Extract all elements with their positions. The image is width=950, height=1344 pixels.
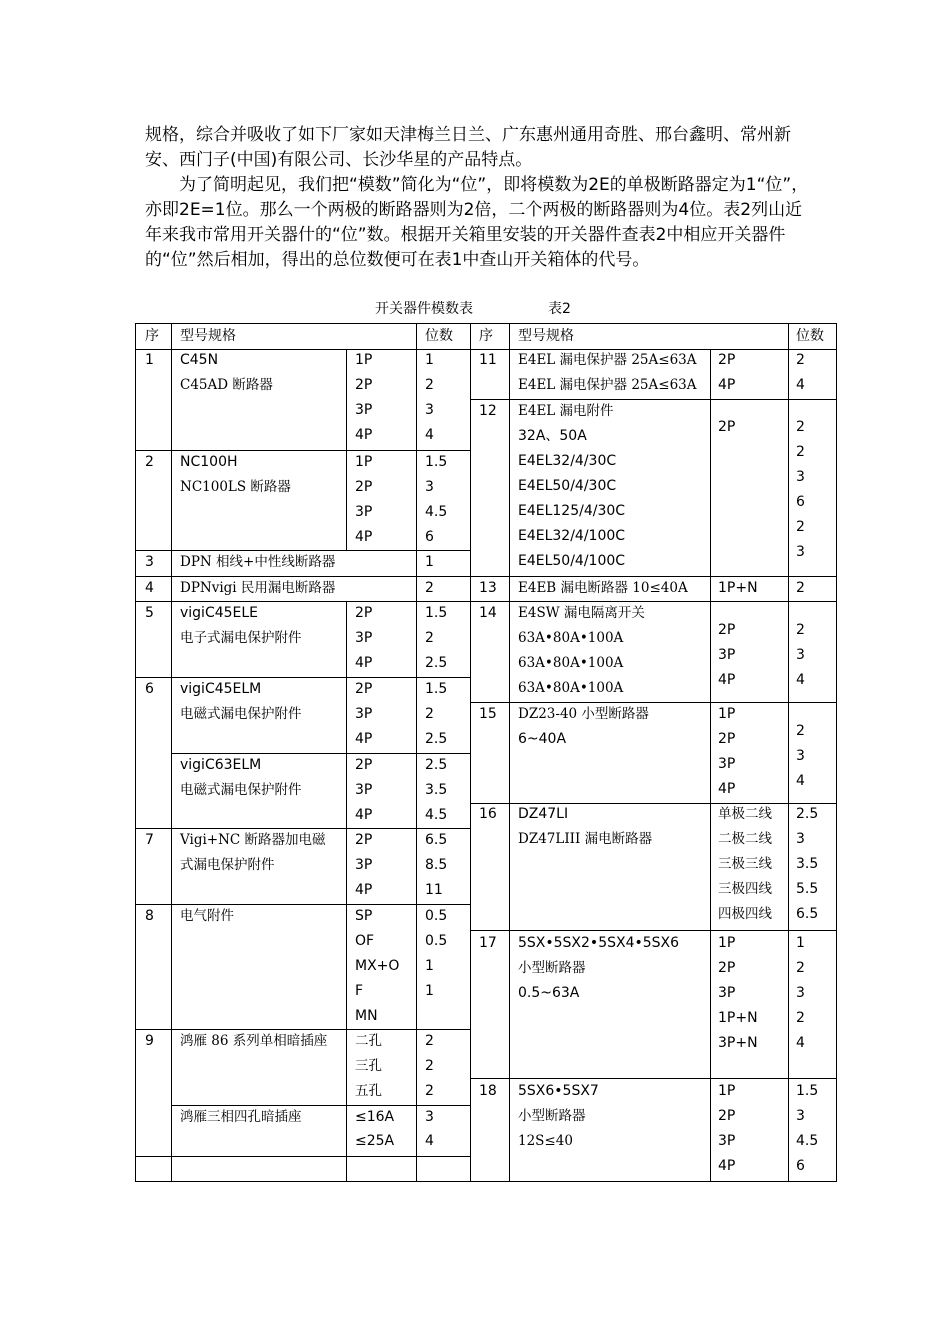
table-cell: 4P	[355, 529, 373, 545]
table-cell: 3	[796, 985, 805, 1001]
table-cell: 1	[425, 983, 434, 999]
table-cell: 2	[425, 706, 434, 722]
table-cell: vigiC45ELE	[180, 605, 259, 621]
table-cell: 2	[796, 622, 805, 638]
table-rule-h	[470, 1078, 837, 1079]
table-rule-h	[135, 349, 837, 350]
table-cell: 3P	[355, 706, 373, 722]
table-cell: 8.5	[425, 857, 448, 873]
table-cell: 9	[145, 1033, 154, 1049]
table-cell: 4.5	[425, 504, 448, 520]
table-cell: 二极二线	[718, 831, 772, 847]
table-cell: 2	[425, 580, 434, 596]
table-cell: 3	[796, 469, 805, 485]
table-cell: 1P	[718, 935, 736, 951]
table-cell: 2	[796, 580, 805, 596]
table-cell: 3	[796, 1108, 805, 1124]
table-rule-h	[470, 601, 837, 602]
table-cell: 电子式漏电保护附件	[180, 630, 302, 646]
table-cell: ≤25A	[355, 1133, 395, 1149]
table-cell: 2P	[718, 1108, 736, 1124]
table-cell: 0.5~63A	[518, 985, 580, 1001]
table-cell: 12S≤40	[518, 1133, 573, 1149]
table-cell: 1P	[718, 706, 736, 722]
table-cell: 2P	[355, 757, 373, 773]
table-cell: 13	[479, 580, 497, 596]
table-cell: 14	[479, 605, 497, 621]
table-cell: 4	[425, 427, 434, 443]
header-seq-left: 序	[145, 328, 159, 344]
table-cell: 2.5	[425, 757, 448, 773]
table-cell: 2	[425, 1058, 434, 1074]
table-cell: 3	[425, 1109, 434, 1125]
table-cell: 3P	[718, 985, 736, 1001]
table-cell: 3P	[355, 504, 373, 520]
table-cell: 4P	[718, 672, 736, 688]
table-cell: 2P	[355, 377, 373, 393]
table-cell: 11	[425, 882, 443, 898]
table-cell: F	[355, 983, 364, 999]
table-cell: 2P	[718, 622, 736, 638]
table-cell: 4P	[355, 731, 373, 747]
table-rule-h	[135, 677, 471, 678]
table-cell: 0.5	[425, 908, 448, 924]
body-paragraph-2: 为了简明起见，我们把“模数”简化为“位”，即将模数为2E的单极断路器定为1“位”，亦即2E=1位。那么一个两极的断路器则为2倍，二个两极的断路器则为4位。表2列山近年来我市常用开关器什的“位”数。根据开关箱里安装的开关器件查表2中相应开关器件的“位”然后相加，得出的总位数便可在表1中查山开关箱体的代号。	[145, 175, 809, 270]
table-cell: 16	[479, 806, 497, 822]
table-cell: E4EL 漏电保护器 25A≤63A	[518, 352, 697, 368]
table-cell: 三孔	[355, 1058, 382, 1074]
table-cell: 6~40A	[518, 731, 567, 747]
table-cell: 鸿雁 86 系列单相暗插座	[180, 1033, 328, 1049]
table-cell: 15	[479, 706, 497, 722]
table-cell: 1P	[355, 454, 373, 470]
table-rule-h	[135, 576, 471, 577]
table-cell: 1	[425, 352, 434, 368]
table-rule-h	[470, 576, 837, 577]
table-cell: 1.5	[425, 605, 448, 621]
table-cell: 63A•80A•100A	[518, 630, 624, 646]
table-rule-h	[135, 550, 471, 551]
table-rule-v	[836, 323, 837, 1182]
table-rule-h	[470, 702, 837, 703]
table-cell: 三极四线	[718, 881, 772, 897]
table-cell: ≤16A	[355, 1109, 395, 1125]
table-cell: E4SW 漏电隔离开关	[518, 605, 645, 621]
table-cell: 小型断路器	[518, 1108, 586, 1124]
table-cell: 3P	[355, 857, 373, 873]
table-cell: DZ23-40 小型断路器	[518, 706, 649, 722]
table-cell: vigiC63ELM	[180, 757, 262, 773]
table-cell: 4P	[718, 377, 736, 393]
table-rule-h	[470, 803, 837, 804]
table-cell: 四极四线	[718, 906, 772, 922]
table-rule-v	[710, 601, 711, 1182]
table-cell: 32A、50A	[518, 428, 587, 444]
table-cell: 17	[479, 935, 497, 951]
table-cell: 6.5	[796, 906, 819, 922]
table-cell: E4EB 漏电断路器 10≤40A	[518, 580, 688, 596]
table-cell: 2P	[718, 419, 736, 435]
header-modules-left: 位数	[425, 328, 453, 344]
table-cell: 2P	[718, 960, 736, 976]
table-cell: 二孔	[355, 1033, 382, 1049]
table-cell: 2	[425, 630, 434, 646]
table-cell: 4	[796, 773, 805, 789]
table-rule-v	[710, 349, 711, 602]
table-caption-title: 开关器件模数表	[375, 301, 473, 317]
table-cell: 1.5	[796, 1083, 819, 1099]
table-cell: Vigi+NC 断路器加电磁	[180, 832, 326, 848]
table-cell: 2	[796, 419, 805, 435]
table-cell: 12	[479, 403, 497, 419]
table-cell: 1	[425, 554, 434, 570]
table-cell: 3.5	[425, 782, 448, 798]
table-rule-v	[346, 601, 347, 1182]
table-cell: 4	[145, 580, 154, 596]
table-rule-v	[135, 323, 136, 1182]
table-cell: 4	[796, 377, 805, 393]
table-cell: 3P+N	[718, 1035, 758, 1051]
table-cell: 4P	[718, 781, 736, 797]
table-cell: 1P	[718, 1083, 736, 1099]
table-cell: NC100H	[180, 454, 238, 470]
table-cell: 3.5	[796, 856, 819, 872]
table-cell: 电磁式漏电保护附件	[180, 706, 302, 722]
table-cell: 4	[796, 672, 805, 688]
table-cell: 式漏电保护附件	[180, 857, 275, 873]
table-cell: 1	[796, 935, 805, 951]
table-cell: 2P	[355, 605, 373, 621]
table-cell: C45AD 断路器	[180, 377, 273, 393]
table-cell: E4EL125/4/30C	[518, 503, 626, 519]
table-cell: 2P	[718, 731, 736, 747]
table-cell: DZ47LI	[518, 806, 569, 822]
table-rule-h	[171, 1105, 471, 1106]
table-cell: 2	[796, 960, 805, 976]
table-cell: E4EL 漏电附件	[518, 403, 614, 419]
table-cell: 3	[796, 748, 805, 764]
table-cell: MX+O	[355, 958, 400, 974]
table-cell: E4EL32/4/100C	[518, 528, 626, 544]
table-cell: 1.5	[425, 681, 448, 697]
table-cell: E4EL 漏电保护器 25A≤63A	[518, 377, 697, 393]
table-cell: C45N	[180, 352, 219, 368]
table-cell: 2P	[355, 832, 373, 848]
table-cell: 3P	[355, 782, 373, 798]
table-cell: 1	[425, 958, 434, 974]
table-cell: 18	[479, 1083, 497, 1099]
table-rule-h	[470, 930, 837, 931]
table-rule-v	[788, 323, 789, 1182]
table-cell: 6	[796, 494, 805, 510]
table-rule-h	[135, 1181, 837, 1182]
table-cell: 4	[425, 1133, 434, 1149]
table-cell: 5.5	[796, 881, 819, 897]
table-cell: 2P	[355, 479, 373, 495]
header-modules-right: 位数	[796, 328, 824, 344]
table-cell: 2	[796, 352, 805, 368]
table-cell: 小型断路器	[518, 960, 586, 976]
header-model-right: 型号规格	[518, 328, 574, 344]
table-cell: 2	[425, 1083, 434, 1099]
table-cell: 2P	[718, 352, 736, 368]
table-cell: 1P	[355, 352, 373, 368]
table-rule-h	[135, 1156, 471, 1157]
table-cell: 3P	[355, 630, 373, 646]
table-cell: 63A•80A•100A	[518, 655, 624, 671]
header-seq-right: 序	[479, 328, 493, 344]
table-cell: 3P	[718, 647, 736, 663]
table-cell: 1P+N	[718, 580, 758, 596]
header-model-left: 型号规格	[180, 328, 236, 344]
table-cell: 电气附件	[180, 908, 234, 924]
table-cell: 6.5	[425, 832, 448, 848]
table-cell: E4EL32/4/30C	[518, 453, 617, 469]
table-cell: 3	[145, 554, 154, 570]
table-cell: 4P	[355, 882, 373, 898]
table-cell: 4P	[355, 427, 373, 443]
table-cell: 5SX6•5SX7	[518, 1083, 599, 1099]
table-cell: 63A•80A•100A	[518, 680, 624, 696]
table-cell: DPN 相线+中性线断路器	[180, 554, 336, 570]
table-cell: 2	[796, 1010, 805, 1026]
table-rule-h	[135, 904, 471, 905]
table-cell: 1P+N	[718, 1010, 758, 1026]
table-cell: 6	[796, 1158, 805, 1174]
table-cell: E4EL50/4/100C	[518, 553, 626, 569]
table-cell: 3	[425, 402, 434, 418]
table-cell: DPNvigi 民用漏电断路器	[180, 580, 336, 596]
table-cell: OF	[355, 933, 375, 949]
table-cell: 2P	[355, 681, 373, 697]
table-cell: 4P	[355, 655, 373, 671]
body-paragraph-1: 规格，综合并吸收了如下厂家如天津梅兰日兰、广东惠州通用奇胜、邢台鑫明、常州新安、西门子(中国)有限公司、长沙华星的产品特点。	[145, 125, 791, 170]
table-rule-h	[135, 601, 471, 602]
table-cell: 三极三线	[718, 856, 772, 872]
table-cell: 3	[796, 544, 805, 560]
table-cell: DZ47LIII 漏电断路器	[518, 831, 653, 847]
table-caption-number: 表2	[548, 301, 571, 317]
table-cell: E4EL50/4/30C	[518, 478, 617, 494]
table-cell: 6	[145, 681, 154, 697]
table-rule-h	[135, 828, 471, 829]
table-cell: 电磁式漏电保护附件	[180, 782, 302, 798]
table-cell: 2	[796, 519, 805, 535]
table-cell: 3	[425, 479, 434, 495]
table-rule-h	[171, 753, 471, 754]
table-cell: 6	[425, 529, 434, 545]
table-cell: 2.5	[425, 731, 448, 747]
table-cell: 2	[425, 1033, 434, 1049]
table-cell: MN	[355, 1008, 378, 1024]
table-cell: 4	[796, 1035, 805, 1051]
table-cell: vigiC45ELM	[180, 681, 262, 697]
table-cell: 0.5	[425, 933, 448, 949]
table-cell: 2	[425, 377, 434, 393]
table-cell: 3P	[718, 756, 736, 772]
table-cell: 4P	[718, 1158, 736, 1174]
table-cell: 2	[796, 444, 805, 460]
table-cell: 鸿雁三相四孔暗插座	[180, 1109, 302, 1125]
table-cell: 7	[145, 832, 154, 848]
table-cell: 2.5	[796, 806, 819, 822]
table-cell: 3P	[718, 1133, 736, 1149]
table-cell: 5	[145, 605, 154, 621]
table-cell: 2	[796, 723, 805, 739]
table-cell: 11	[479, 352, 497, 368]
table-cell: 3P	[355, 402, 373, 418]
table-cell: 单极二线	[718, 806, 772, 822]
table-cell: 5SX•5SX2•5SX4•5SX6	[518, 935, 680, 951]
table-rule-h	[470, 399, 837, 400]
table-cell: 2.5	[425, 655, 448, 671]
table-cell: 4P	[355, 807, 373, 823]
table-rule-h	[135, 323, 837, 324]
table-cell: 4.5	[796, 1133, 819, 1149]
table-cell: 3	[796, 831, 805, 847]
table-cell: 8	[145, 908, 154, 924]
table-cell: 1.5	[425, 454, 448, 470]
table-rule-h	[135, 450, 471, 451]
table-cell: NC100LS 断路器	[180, 479, 291, 495]
table-cell: 1	[145, 352, 154, 368]
table-cell: 2	[145, 454, 154, 470]
table-cell: 五孔	[355, 1083, 382, 1099]
table-rule-v	[509, 323, 510, 1182]
table-rule-h	[135, 1029, 471, 1030]
table-cell: 3	[796, 647, 805, 663]
table-cell: SP	[355, 908, 373, 924]
table-cell: 4.5	[425, 807, 448, 823]
